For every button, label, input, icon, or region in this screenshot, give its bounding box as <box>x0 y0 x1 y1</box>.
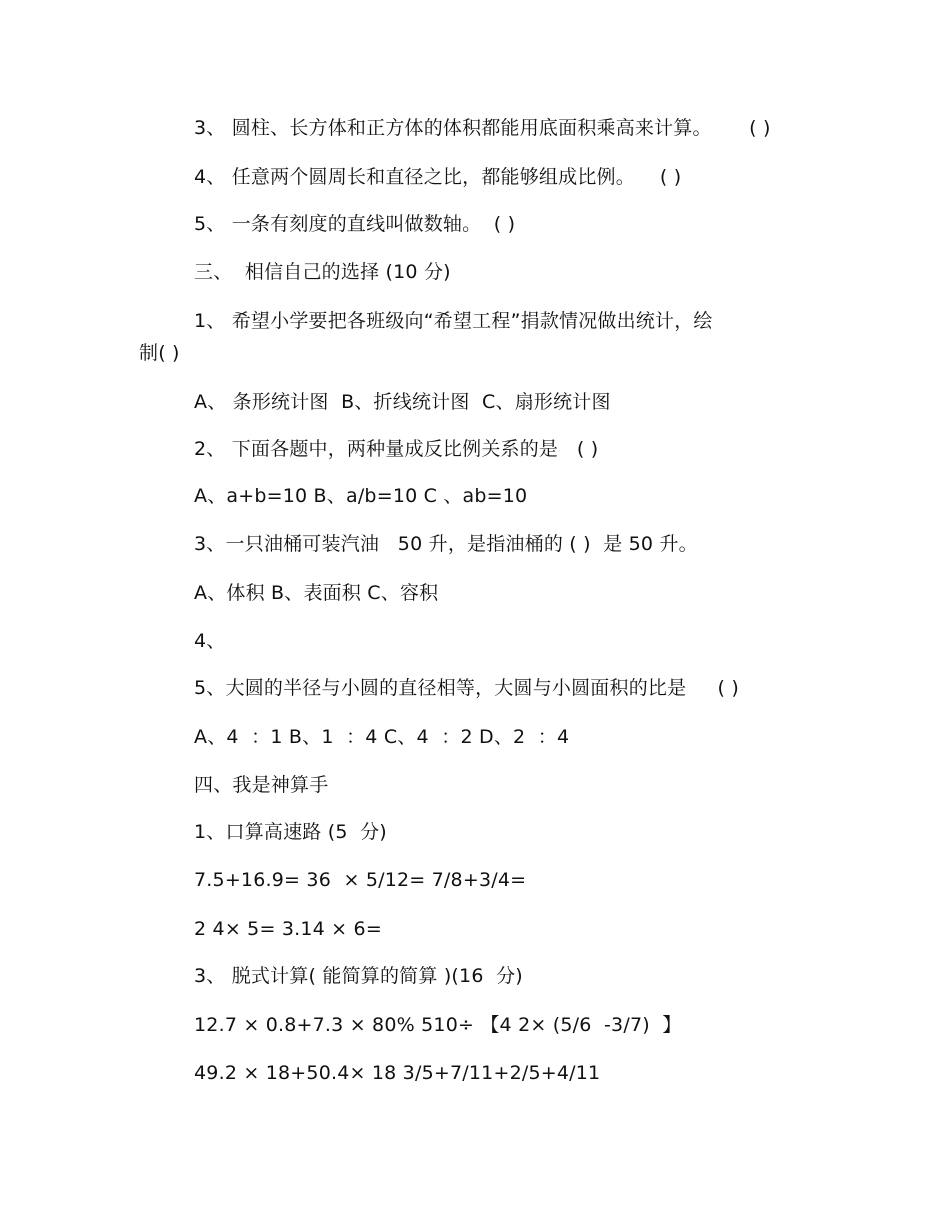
choice-options-5: A、4 ：1 B、1 ：4 C、4 ：2 D、2 ：4 <box>194 726 570 748</box>
step-calc-row-2: 49.2 × 18+50.4× 18 3/5+7/11+2/5+4/11 <box>194 1062 601 1084</box>
judge-item-3: 3、 圆柱、长方体和正方体的体积都能用底面积乘高来计算。 ( ) <box>194 117 771 139</box>
choice-options-2: A、a+b=10 B、a/b=10 C 、ab=10 <box>194 485 528 507</box>
section-4-heading: 四、我是神算手 <box>194 774 329 796</box>
step-calc-heading: 3、 脱式计算( 能简算的简算 )(16 分) <box>194 965 523 987</box>
choice-options-1: A、 条形统计图 B、折线统计图 C、扇形统计图 <box>194 391 611 413</box>
section-3-heading: 三、 相信自己的选择 (10 分) <box>194 261 451 283</box>
choice-question-1: 1、 希望小学要把各班级向“希望工程”捐款情况做出统计，绘 <box>194 310 713 332</box>
choice-question-5: 5、大圆的半径与小圆的直径相等，大圆与小圆面积的比是 ( ) <box>194 677 739 699</box>
judge-item-4: 4、 任意两个圆周长和直径之比，都能够组成比例。 ( ) <box>194 166 682 188</box>
choice-options-3: A、体积 B、表面积 C、容积 <box>194 582 439 604</box>
step-calc-row-1: 12.7 × 0.8+7.3 × 80% 510÷ 【4 2× (5/6 -3/7) 】 <box>194 1014 682 1036</box>
choice-question-1-continuation: 制( ) <box>139 342 180 364</box>
oral-calc-heading: 1、口算高速路 (5 分) <box>194 821 387 843</box>
choice-question-3: 3、一只油桶可装汽油 50 升，是指油桶的 ( ) 是 50 升。 <box>194 533 698 555</box>
oral-calc-row-1: 7.5+16.9= 36 × 5/12= 7/8+3/4= <box>194 869 527 891</box>
choice-question-4: 4、 <box>194 630 226 652</box>
choice-question-2: 2、 下面各题中，两种量成反比例关系的是 ( ) <box>194 438 599 460</box>
judge-item-5: 5、 一条有刻度的直线叫做数轴。 ( ) <box>194 213 516 235</box>
oral-calc-row-2: 2 4× 5= 3.14 × 6= <box>194 918 382 940</box>
